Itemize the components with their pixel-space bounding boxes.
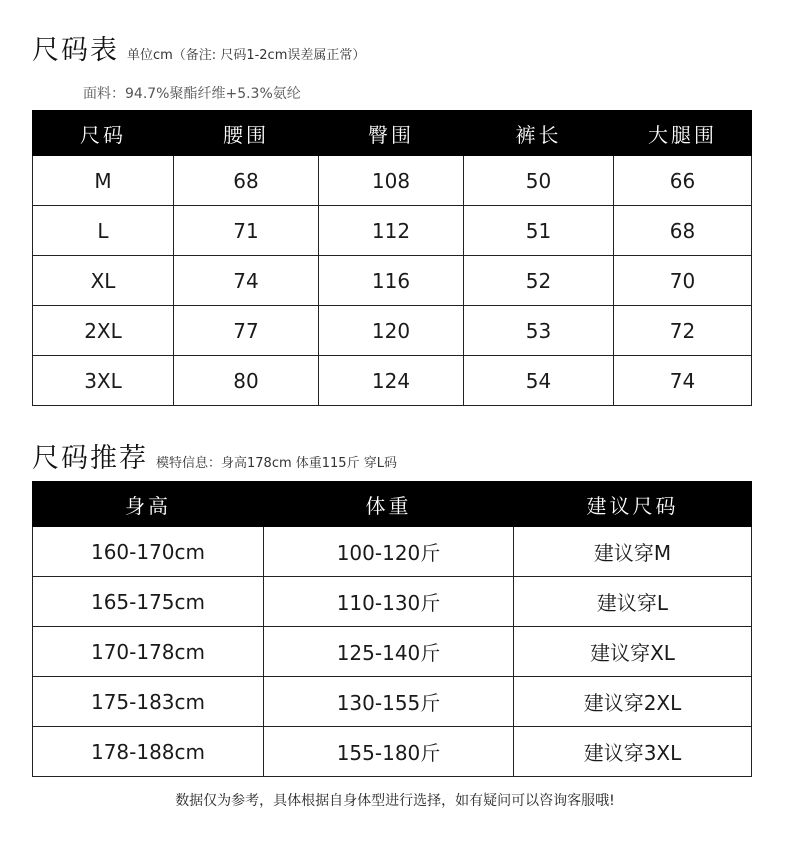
- table-cell: 74: [174, 256, 319, 306]
- table-row: [33, 677, 752, 727]
- table-cell: 建议穿2XL: [514, 677, 752, 727]
- table-cell: 124: [319, 356, 464, 406]
- table-cell: 建议穿3XL: [514, 727, 752, 777]
- table-cell: 116: [319, 256, 464, 306]
- table-cell: 2XL: [33, 306, 174, 356]
- recommendation-header: [32, 436, 397, 475]
- column-header-weight: 体重: [264, 482, 514, 527]
- table-cell: 50: [464, 156, 614, 206]
- table-row: [33, 527, 752, 577]
- table-cell: 53: [464, 306, 614, 356]
- table-cell: 112: [319, 206, 464, 256]
- table-cell: 100-120斤: [264, 527, 514, 577]
- table-cell: 74: [614, 356, 752, 406]
- table-cell: 175-183cm: [33, 677, 264, 727]
- table-cell: 170-178cm: [33, 627, 264, 677]
- size-chart-header: [32, 28, 365, 67]
- table-row: [33, 256, 752, 306]
- table-cell: 110-130斤: [264, 577, 514, 627]
- size-chart-table: [32, 110, 752, 406]
- table-cell: 165-175cm: [33, 577, 264, 627]
- table-cell: 66: [614, 156, 752, 206]
- table-cell: 54: [464, 356, 614, 406]
- size-chart-header-row: [33, 111, 752, 156]
- table-cell: 建议穿M: [514, 527, 752, 577]
- model-info-note: 模特信息：身高178cm 体重115斤 穿L码: [156, 456, 397, 471]
- table-cell: 71: [174, 206, 319, 256]
- column-header-size: 尺码: [33, 111, 174, 156]
- table-cell: M: [33, 156, 174, 206]
- table-cell: 77: [174, 306, 319, 356]
- table-cell: 125-140斤: [264, 627, 514, 677]
- table-cell: 68: [614, 206, 752, 256]
- recommendation-title: 尺码推荐: [32, 443, 148, 474]
- table-cell: 72: [614, 306, 752, 356]
- table-cell: 52: [464, 256, 614, 306]
- fabric-material: 面料：94.7%聚酯纤维+5.3%氨纶: [83, 86, 301, 102]
- size-recommendation-table: [32, 481, 752, 777]
- table-cell: 68: [174, 156, 319, 206]
- table-row: [33, 627, 752, 677]
- size-chart-title: 尺码表: [32, 35, 119, 66]
- recommendation-header-row: [33, 482, 752, 527]
- column-header-hip: 臀围: [319, 111, 464, 156]
- table-cell: 70: [614, 256, 752, 306]
- table-cell: 130-155斤: [264, 677, 514, 727]
- table-row: [33, 156, 752, 206]
- size-chart-unit-note: 单位cm（备注: 尺码1-2cm误差属正常）: [127, 48, 366, 63]
- table-cell: 建议穿XL: [514, 627, 752, 677]
- table-cell: 80: [174, 356, 319, 406]
- table-row: [33, 727, 752, 777]
- disclaimer-footnote: 数据仅为参考，具体根据自身体型进行选择，如有疑问可以咨询客服哦!: [175, 793, 615, 809]
- column-header-waist: 腰围: [174, 111, 319, 156]
- table-cell: 3XL: [33, 356, 174, 406]
- table-row: [33, 356, 752, 406]
- table-cell: 建议穿L: [514, 577, 752, 627]
- table-cell: 120: [319, 306, 464, 356]
- column-header-length: 裤长: [464, 111, 614, 156]
- table-cell: 108: [319, 156, 464, 206]
- table-cell: XL: [33, 256, 174, 306]
- table-cell: 160-170cm: [33, 527, 264, 577]
- table-row: [33, 577, 752, 627]
- table-cell: 178-188cm: [33, 727, 264, 777]
- column-header-suggested-size: 建议尺码: [514, 482, 752, 527]
- column-header-thigh: 大腿围: [614, 111, 752, 156]
- table-row: [33, 306, 752, 356]
- table-cell: 51: [464, 206, 614, 256]
- table-cell: L: [33, 206, 174, 256]
- table-row: [33, 206, 752, 256]
- table-cell: 155-180斤: [264, 727, 514, 777]
- column-header-height: 身高: [33, 482, 264, 527]
